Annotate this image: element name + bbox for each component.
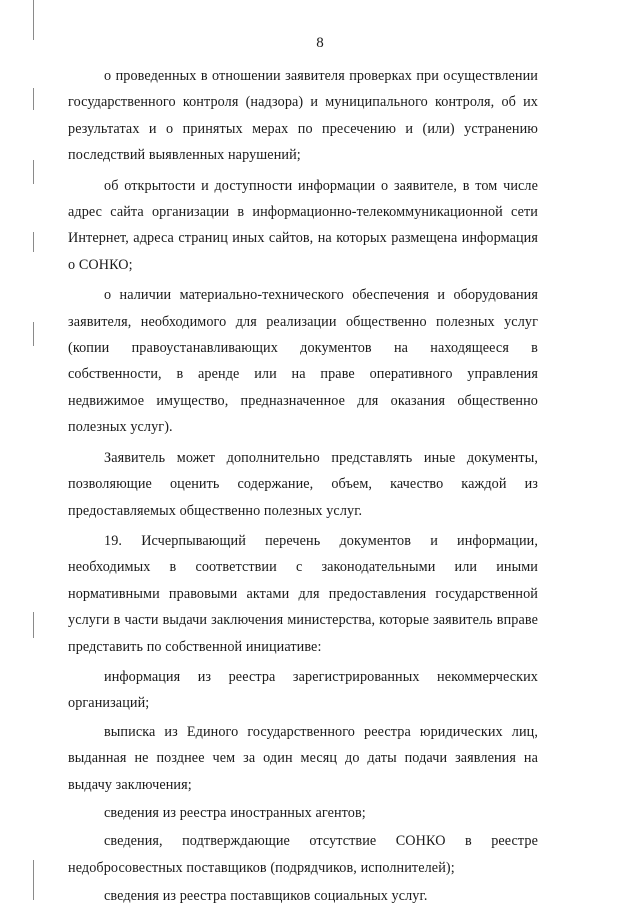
paragraph-material-support: о наличии материально-технического обеспечения и оборудования заявителя, необходимого для реализации общественно полезных услуг (копии правоустанавливающих документов на находящееся в собственности, в аренде или на праве оперативного управления недвижимое имущество, предназначенное для оказания общественно полезных услуг).	[68, 287, 538, 436]
list-item-egrul-extract: выписка из Единого государственного реестра юридических лиц, выданная не позднее чем за один месяц до даты подачи заявления на выдачу заключения;	[68, 723, 538, 793]
paragraph-inspections: о проведенных в отношении заявителя проверках при осуществлении государственного контроля (надзора) и муниципального контроля, об их результатах и о принятых мерах по пресечению и (или) устранению последствий выявленных нарушений;	[68, 68, 538, 164]
page-number: 8	[316, 35, 324, 51]
scan-edge-mark	[33, 232, 34, 252]
paragraph-additional-documents: Заявитель может дополнительно представлять иные документы, позволяющие оценить содержание, объем, качество каждой из предоставляемых общественно полезных услуг.	[68, 449, 538, 519]
scan-edge-mark	[33, 160, 34, 184]
list-item-nko-registry: информация из реестра зарегистрированных некоммерческих организаций;	[68, 668, 538, 712]
paragraph-item-19: 19. Исчерпывающий перечень документов и информации, необходимых в соответствии с законодательными или иными нормативными правовыми актами для предоставления государственной услуги в части выдачи заключения министерства, которые заявитель вправе представить по собственной инициативе:	[68, 532, 538, 655]
document-body	[68, 63, 538, 912]
list-item-social-services-registry: сведения из реестра поставщиков социальных услуг.	[104, 888, 428, 905]
scan-edge-mark	[33, 88, 34, 110]
scan-edge-mark	[33, 860, 34, 900]
scan-edge-mark	[33, 612, 34, 638]
paragraph-openness: об открытости и доступности информации о заявителе, в том числе адрес сайта организации в информационно-телекоммуникационной сети Интернет, адреса страниц иных сайтов, на которых размещена информация о СОНКО;	[68, 177, 538, 273]
scan-edge-mark	[33, 322, 34, 346]
list-item-foreign-agents: сведения из реестра иностранных агентов;	[104, 804, 366, 821]
list-item-unfair-suppliers: сведения, подтверждающие отсутствие СОНКО в реестре недобросовестных поставщиков (подрядчиков, исполнителей);	[68, 833, 538, 876]
